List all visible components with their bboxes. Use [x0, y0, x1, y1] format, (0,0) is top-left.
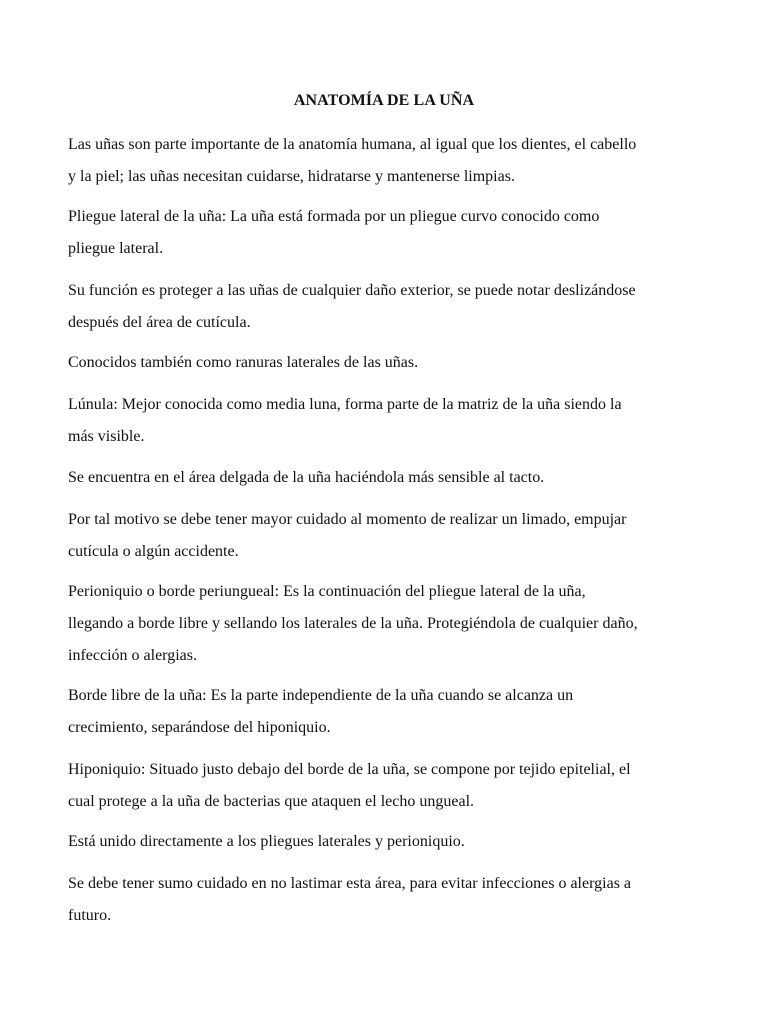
paragraph-line: y la piel; las uñas necesitan cuidarse, hidratarse y mantenerse limpias.: [68, 168, 515, 185]
paragraph-line: Perioniquio o borde periungueal: Es la continuación del pliegue lateral de la uña,: [68, 583, 586, 600]
paragraph-area-delgada: [68, 462, 718, 494]
paragraph-line: Pliegue lateral de la uña: La uña está formada por un pliegue curvo conocido como: [68, 208, 600, 225]
paragraph-cuidado: [68, 504, 718, 568]
paragraph-lunula: [68, 389, 718, 453]
paragraph-line: pliegue lateral.: [68, 240, 164, 257]
paragraph-line: Lúnula: Mejor conocida como media luna, forma parte de la matriz de la uña siendo la: [68, 396, 622, 413]
paragraph-line: Borde libre de la uña: Es la parte independiente de la uña cuando se alcanza un: [68, 687, 574, 704]
paragraph-unido: [68, 826, 718, 858]
paragraph-line: cutícula o algún accidente.: [68, 543, 239, 560]
paragraph-line: Conocidos también como ranuras laterales de las uñas.: [68, 354, 419, 371]
paragraph-line: Por tal motivo se debe tener mayor cuidado al momento de realizar un limado, empujar: [68, 511, 627, 528]
paragraph-line: llegando a borde libre y sellando los laterales de la uña. Protegiéndola de cualquier daño,: [68, 615, 638, 632]
paragraph-line: Está unido directamente a los pliegues laterales y perioniquio.: [68, 833, 465, 850]
paragraph-funcion: [68, 275, 718, 339]
document-title: ANATOMÍA DE LA UÑA: [293, 92, 475, 109]
paragraph-intro: [68, 129, 718, 193]
paragraph-line: Se debe tener sumo cuidado en no lastimar esta área, para evitar infecciones o alergias a: [68, 875, 632, 892]
paragraph-line: Las uñas son parte importante de la anatomía humana, al igual que los dientes, el cabello: [68, 136, 637, 153]
paragraph-borde-libre: [68, 680, 718, 744]
paragraph-hiponiquio: [68, 754, 718, 818]
paragraph-line: después del área de cutícula.: [68, 314, 251, 331]
paragraph-line: infección o alergias.: [68, 647, 197, 664]
paragraph-line: Hiponiquio: Situado justo debajo del borde de la uña, se compone por tejido epitelial, el: [68, 761, 631, 778]
paragraph-line: Su función es proteger a las uñas de cualquier daño exterior, se puede notar deslizándose: [68, 282, 636, 299]
paragraph-line: más visible.: [68, 428, 145, 445]
paragraph-pliegue-lateral: [68, 201, 718, 265]
paragraph-line: cual protege a la uña de bacterias que ataquen el lecho ungueal.: [68, 793, 475, 810]
paragraph-line: futuro.: [68, 907, 112, 924]
paragraph-perioniquio: [68, 576, 718, 672]
paragraph-line: crecimiento, separándose del hiponiquio.: [68, 719, 331, 736]
paragraph-ranuras: [68, 347, 718, 379]
paragraph-sumo-cuidado: [68, 868, 718, 932]
paragraph-line: Se encuentra en el área delgada de la uña haciéndola más sensible al tacto.: [68, 469, 545, 486]
